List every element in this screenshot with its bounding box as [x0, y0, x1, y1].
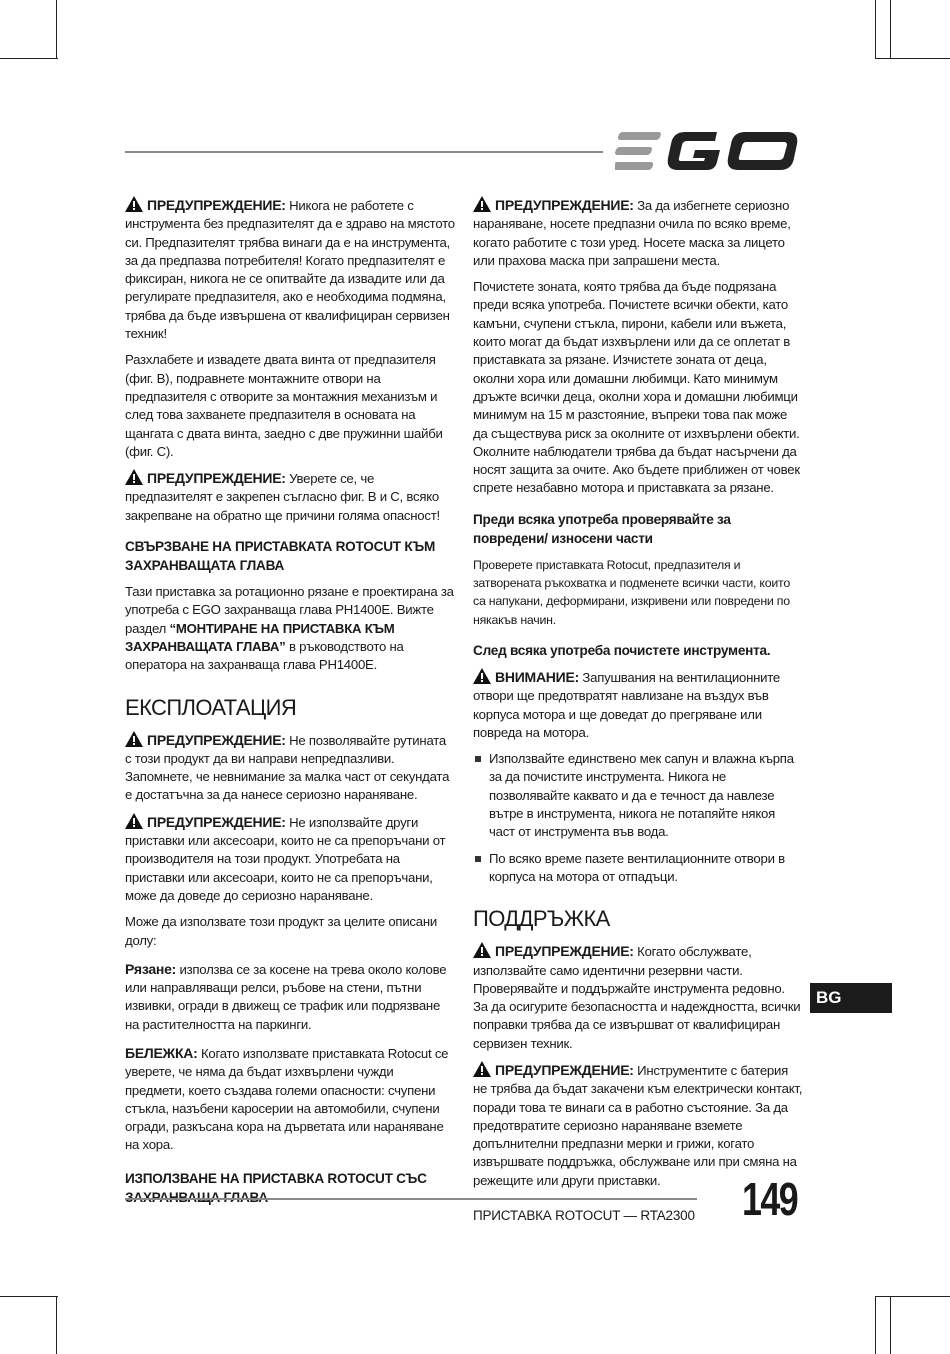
warning-triangle-icon: [473, 196, 491, 212]
list-item: Използвайте единствено мек сапун и влажна кърпа за да почистите инструмента. Никога не позволявайте каквато и да е течност да навлезе вътре в инструмента, никога не потапяйте някоя част от инструмента във вода.: [473, 750, 803, 841]
caution-block: [473, 668, 803, 742]
warning-triangle-icon: [473, 668, 491, 684]
cut-text: използва се за косене на трева около колове или направляващи релси, ръбове на стени, пътни извивки, огради в движещ се трафик или подрязване на растителността на паркинги.: [125, 961, 447, 1032]
footer-rule: [125, 1198, 697, 1200]
crop-mark: [875, 1296, 876, 1354]
note-text: Когато използвате приставката Rotocut се уверете, че няма да бъдат изхвърлени чужди предмети, което създава големи опасности: счупени стъкла, назъбени каросерии на автомобили, счупени огради, разкъсана кора на дърветата или нараняване на хора.: [125, 1045, 449, 1153]
warning-label: ПРЕДУПРЕЖДЕНИЕ:: [495, 1061, 634, 1078]
warning-label: ПРЕДУПРЕЖДЕНИЕ:: [495, 943, 634, 960]
bullet-list: [473, 750, 803, 886]
note-paragraph: [125, 1044, 455, 1155]
header-rule: [125, 151, 603, 153]
warning-text: Не използвайте други приставки или аксесоари, които не са препоръчани от производителя на този продукт. Употребата на приставки или аксесоари, които не са препоръчани, може да доведе до сериозно нараняване.: [125, 814, 446, 903]
cut-paragraph: [125, 960, 455, 1034]
section-heading: ЕКСПЛОАТАЦИЯ: [125, 694, 297, 720]
warning-triangle-icon: [125, 196, 143, 212]
warning-block: [125, 196, 455, 343]
warning-label: ПРЕДУПРЕЖДЕНИЕ:: [147, 470, 286, 487]
warning-block: [473, 196, 803, 270]
warning-text: Когато обслужвате, използвайте само идентични резервни части. Проверявайте и поддържайте инструмента редовно. За да осигурите безопасността и надеждността, всички поправки трябва да се извършват от квалифициран сервизен техник.: [473, 944, 801, 1051]
cut-label: Рязане:: [125, 960, 177, 977]
warning-text: За да избегнете сериозно нараняване, носете предпазни очила по всяко време, когато работите с този уред. Носете маска за лицето или прахова маска при запрашени места.: [473, 198, 791, 268]
paragraph: Може да използвате този продукт за целите описани долу:: [125, 914, 438, 948]
warning-triangle-icon: [125, 731, 143, 747]
paragraph: Разхлабете и извадете двата винта от предпазителя (фиг. B), подравнете монтажните отвори на предпазителя с отворите за монтажния механизъм и след това захванете предпазителя в основата на щангата с двата винта, заедно с две пружинни шайби (фиг. C).: [125, 352, 443, 459]
list-item: По всяко време пазете вентилационните отвори в корпуса на мотора от отпадъци.: [473, 850, 803, 887]
warning-triangle-icon: [125, 813, 143, 829]
warning-block: [125, 731, 455, 805]
crop-mark: [56, 0, 57, 58]
subheading: ИЗПОЛЗВАНЕ НА ПРИСТАВКА ROTOCUT СЪС: [125, 1170, 427, 1186]
page-number: 149: [742, 1173, 798, 1225]
paragraph: [125, 583, 455, 674]
warning-text: Не позволявайте рутината с този продукт да ви направи непредпазливи. Запомнете, че невнимание за малка част от секундата е достатъчна за да нанесе сериозно нараняване.: [125, 732, 450, 803]
warning-text: Инструментите с батерия не трябва да бъдат закачени към електрически контакт, поради това те винаги са в работно състояние. За да предотвратите сериозно нараняване вземете допълнителни предпазни мерки и грижи, когато извършвате поддръжка, обслужване или при смяна на режещите или други приставки.: [473, 1062, 803, 1188]
crop-mark: [0, 58, 58, 59]
crop-mark: [875, 0, 876, 58]
warning-triangle-icon: [473, 942, 491, 958]
warning-block: [125, 813, 455, 905]
ego-logo: [615, 128, 801, 174]
footer-doc-title: ПРИСТАВКА ROTOCUT — RTA2300: [473, 1208, 695, 1223]
warning-block: [473, 1061, 803, 1190]
caution-label: ВНИМАНИЕ:: [495, 668, 579, 685]
warning-label: ПРЕДУПРЕЖДЕНИЕ:: [495, 197, 634, 213]
note-label: БЕЛЕЖКА:: [125, 1044, 198, 1061]
warning-label: ПРЕДУПРЕЖДЕНИЕ:: [147, 197, 286, 213]
paragraph-text: Тази приставка за ротационно рязане е проектирана за употреба с EGO захранваща глава PH1400E. Вижте раздел: [125, 584, 454, 636]
warning-block: [125, 469, 455, 525]
crop-mark: [56, 1296, 57, 1354]
subheading: След всяка употреба почистете инструмента.: [473, 642, 771, 658]
caution-text: Запушвания на вентилационните отвори ще предотвратят навлизане на въздух във корпуса мотора и ще доведат до прегряване или повреда на мотора.: [473, 669, 781, 740]
warning-text: Уверете се, че предпазителят е закрепен съгласно фиг. B и C, всяко закрепване на обратно ще причини голяма опасност!: [125, 471, 440, 523]
left-column: [125, 196, 455, 1215]
right-column: [473, 196, 803, 1198]
warning-label: ПРЕДУПРЕЖДЕНИЕ:: [147, 813, 286, 830]
warning-triangle-icon: [473, 1061, 491, 1077]
section-heading: ПОДДРЪЖКА: [473, 906, 610, 932]
warning-triangle-icon: [125, 469, 143, 485]
warning-text: Никога не работете с инструмента без предпазителят да е здраво на мястото си. Предпазителят трябва винаги да е на инструмента, за да предпазва потребителя! Когато предпазителят е фиксиран, никога не се опитвайте да извадите или да регулирате предпазителя, ако е необходима подмяна, трябва да бъде извършена от квалифициран сервизен техник!: [125, 198, 455, 342]
paragraph: Почистете зоната, която трябва да бъде подрязана преди всяка употреба. Почистете всички обекти, като камъни, счупени стъкла, пирони, кабели или въжета, които могат да бъдат изхвърлени или да се оплетат в приставката за рязане. Изчистете зоната от деца, околни хора или домашни любимци. Като минимум дръжте всички деца, околни хора и домашни любимци минимум на 15 м разстояние, въпреки това пак може да съществува риск за околните от изхвърлени обекти. Околните наблюдатели трябва да бъдат насърчени да носят защита за очите. Ако бъдете приближен от човек спрете незабавно мотора и приставката за рязане.: [473, 279, 800, 496]
warning-block: [473, 942, 803, 1053]
crop-mark: [890, 1296, 891, 1354]
subheading: Преди всяка употреба проверявайте за повредени/ износени части: [473, 511, 731, 546]
paragraph-text: в ръководството на оператора на захранваща глава PH1400E.: [125, 638, 404, 673]
crop-mark: [875, 58, 950, 59]
subheading: СВЪРЗВАНЕ НА ПРИСТАВКАТА ROTOCUT КЪМ ЗАХРАНВАЩАТА ГЛАВА: [125, 539, 436, 574]
language-tab: BG: [810, 983, 892, 1013]
crop-mark: [0, 1296, 58, 1297]
paragraph: Проверете приставката Rotocut, предпазителя и затворената ръкохватка и подменете всички части, които са напукани, деформирани, изкривени или повредени по някакъв начин.: [473, 557, 790, 627]
paragraph-bold-reference: “МОНТИРАНЕ НА ПРИСТАВКА КЪМ ЗАХРАНВАЩАТА ГЛАВА”: [125, 620, 395, 654]
warning-label: ПРЕДУПРЕЖДЕНИЕ:: [147, 731, 286, 748]
crop-mark: [890, 0, 891, 58]
crop-mark: [875, 1296, 950, 1297]
